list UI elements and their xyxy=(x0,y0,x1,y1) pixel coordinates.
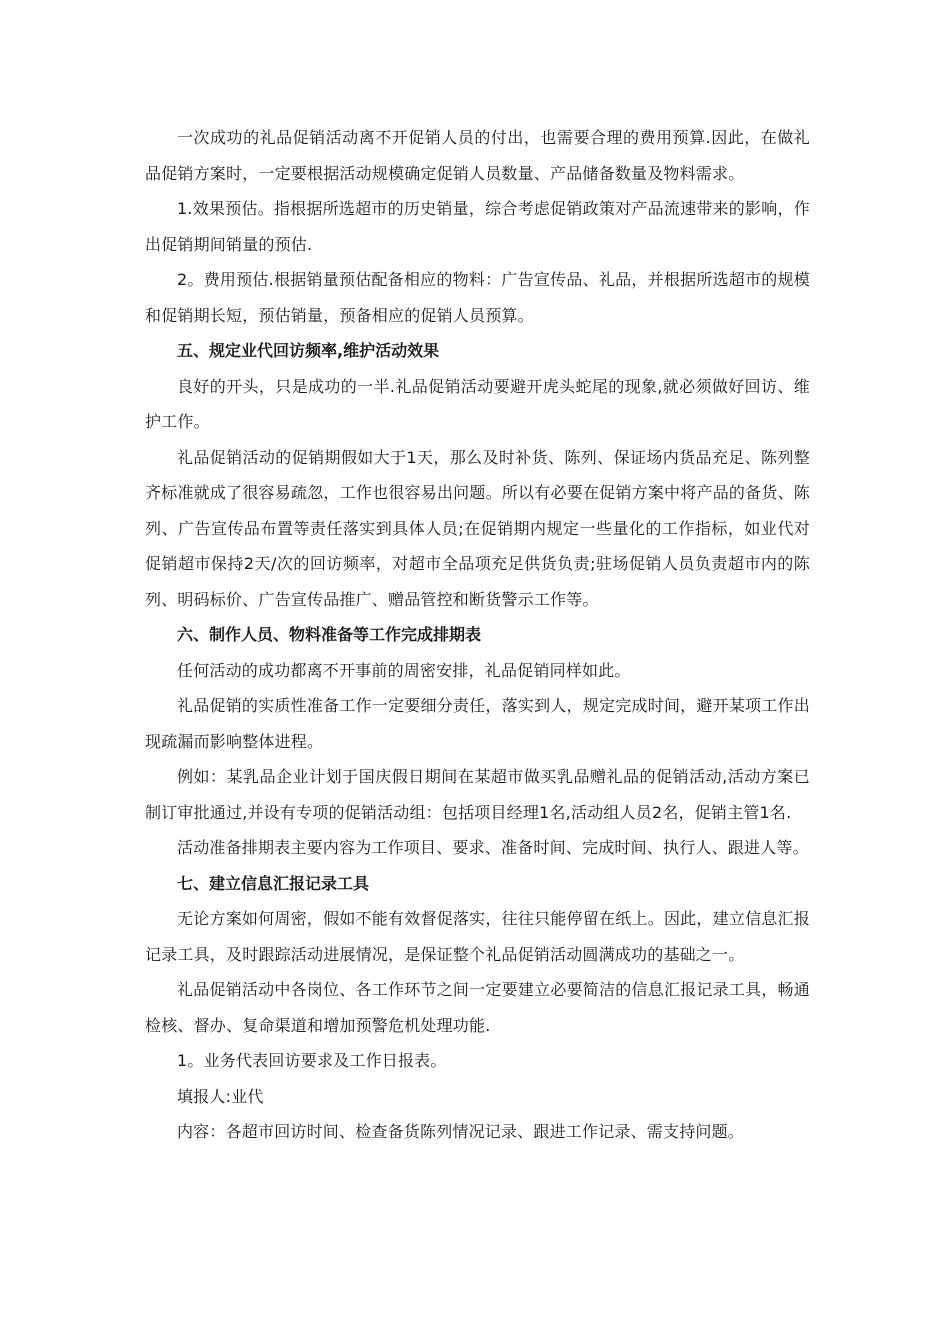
section-heading: 六、制作人员、物料准备等工作完成排期表 xyxy=(177,625,482,644)
paragraph: 良好的开头，只是成功的一半.礼品促销活动要避开虎头蛇尾的现象,就必须做好回访、维护工作。 xyxy=(145,376,810,431)
section-heading: 五、规定业代回访频率,维护活动效果 xyxy=(177,341,440,360)
paragraph: 1.效果预估。指根据所选超市的历史销量，综合考虑促销政策对产品流速带来的影响，作出促销期间销量的预估. xyxy=(145,199,810,254)
document-body xyxy=(145,120,810,1150)
paragraph: 1。业务代表回访要求及工作日报表。 xyxy=(177,1051,447,1070)
paragraph: 填报人:业代 xyxy=(177,1086,264,1106)
paragraph: 任何活动的成功都离不开事前的周密安排，礼品促销同样如此。 xyxy=(177,660,631,680)
paragraph: 礼品促销活动中各岗位、各工作环节之间一定要建立必要简洁的信息汇报记录工具，畅通检核、督办、复命渠道和增加预警危机处理功能. xyxy=(145,980,810,1035)
paragraph: 活动准备排期表主要内容为工作项目、要求、准备时间、完成时间、执行人、跟进人等。 xyxy=(177,838,809,857)
paragraph: 礼品促销的实质性准备工作一定要细分责任，落实到人，规定完成时间，避开某项工作出现疏漏而影响整体进程。 xyxy=(145,696,810,751)
section-heading: 七、建立信息汇报记录工具 xyxy=(177,873,370,893)
paragraph: 礼品促销活动的促销期假如大于1天，那么及时补货、陈列、保证场内货品充足、陈列整齐标准就成了很容易疏忽，工作也很容易出问题。所以有必要在促销方案中将产品的备货、陈列、广告宣传品布置等责任落实到具体人员;在促销期内规定一些量化的工作指标，如业代对促销超市保持2天/次的回访频率，对超市全品项充足供货负责;驻场促销人员负责超市内的陈列、明码标价、广告宣传品推广、赠品管控和断货警示工作等。 xyxy=(145,447,810,609)
paragraph: 内容：各超市回访时间、检查备货陈列情况记录、跟进工作记录、需支持问题。 xyxy=(177,1122,745,1141)
paragraph: 2。费用预估.根据销量预估配备相应的物料：广告宣传品、礼品，并根据所选超市的规模和促销期长短，预估销量，预备相应的促销人员预算。 xyxy=(145,270,810,325)
paragraph: 无论方案如何周密，假如不能有效督促落实，往往只能停留在纸上。因此，建立信息汇报记录工具，及时跟踪活动进展情况，是保证整个礼品促销活动圆满成功的基础之一。 xyxy=(145,909,810,964)
paragraph: 一次成功的礼品促销活动离不开促销人员的付出，也需要合理的费用预算.因此，在做礼品促销方案时，一定要根据活动规模确定促销人员数量、产品储备数量及物料需求。 xyxy=(145,128,810,183)
paragraph: 例如：某乳品企业计划于国庆假日期间在某超市做买乳品赠礼品的促销活动,活动方案已制订审批通过,并设有专项的促销活动组：包括项目经理1名,活动组人员2名，促销主管1名. xyxy=(145,767,810,822)
